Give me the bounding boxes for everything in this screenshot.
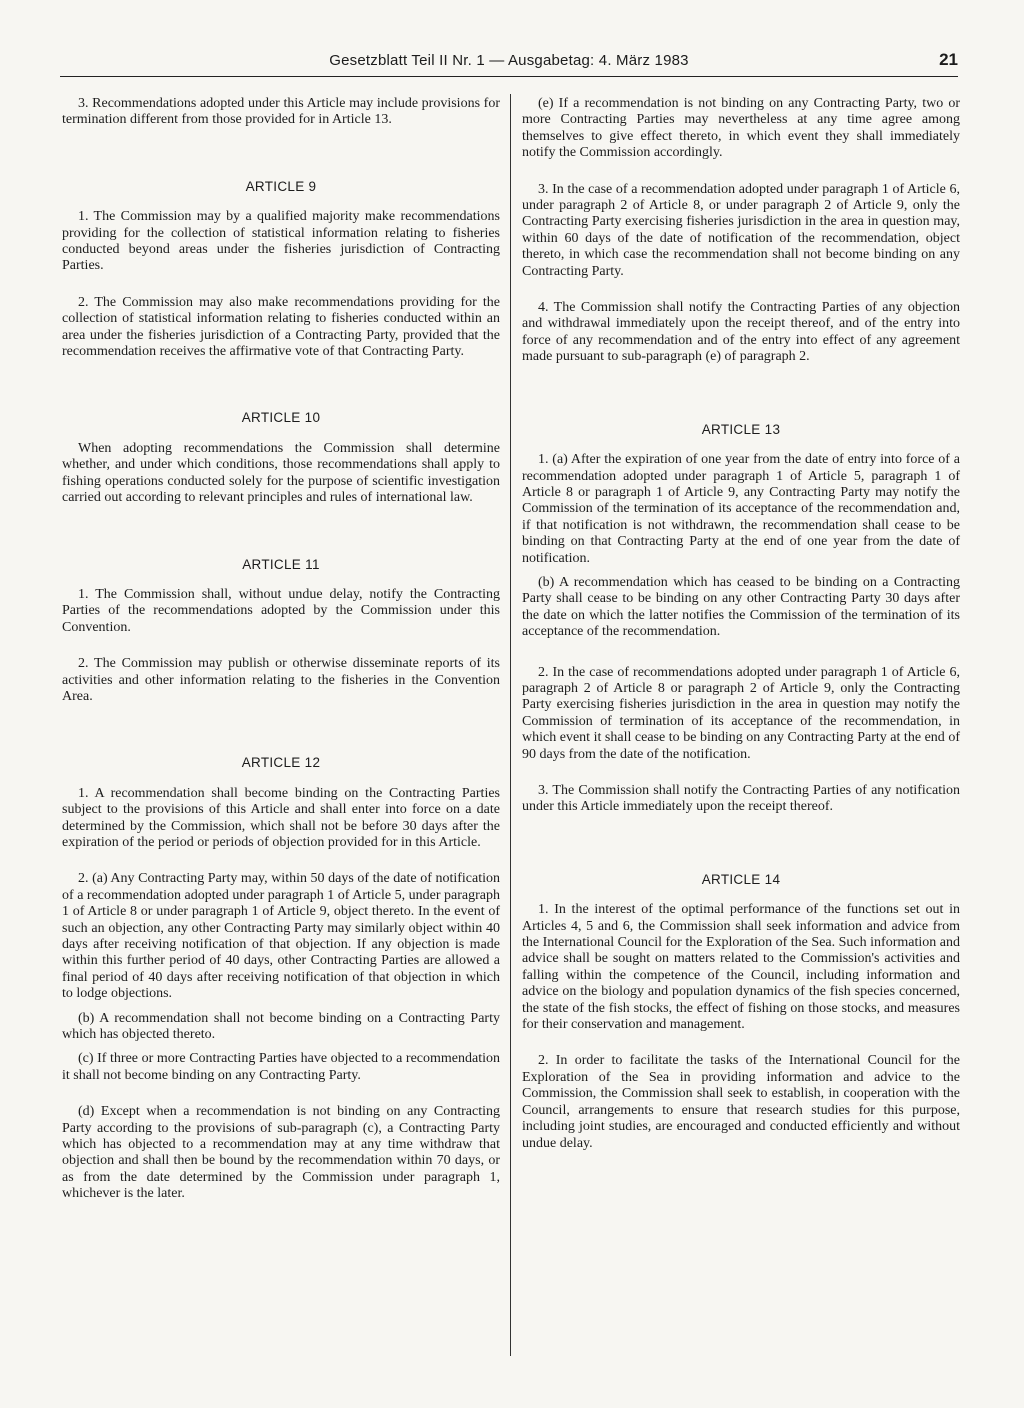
article-11-paragraph-1: 1. The Commission shall, without undue delay, notify the Contracting Parties of the recommendations adopted by the Commission under this Convention. [62, 586, 500, 635]
article-14-heading: ARTICLE 14 [701, 871, 781, 887]
article-13-paragraph-3: 3. The Commission shall notify the Contracting Parties of any notification under this Article immediately upon the receipt thereof. [522, 783, 960, 815]
article-13-paragraph-2: 2. In the case of recommendations adopted under paragraph 1 of Article 6, paragraph 2 of Article 8 or paragraph 2 of Article 9, only the Contracting Party exercising fisheries jurisdiction in the area in question may notify the Commission of termination of its acceptance of the recommendation, in which event it shall cease to be binding on any Contracting Party at the end of 90 days from the date of the notification. [522, 664, 960, 762]
article-12-paragraph-4: 4. The Commission shall notify the Contracting Parties of any objection and withdrawal immediately upon the receipt thereof, and of the entry into force of any recommendation and of the entry into effect of any agreement made pursuant to sub-paragraph (e) of paragraph 2. [522, 300, 960, 365]
article-10-paragraph-1: When adopting recommendations the Commission shall determine whether, and under which conditions, those recommendations shall apply to fishing operations conducted solely for the purpose of scientific investigation carried out according to relevant principles and rules of international law. [62, 440, 500, 506]
article-12-paragraph-2e: (e) If a recommendation is not binding on any Contracting Party, two or more Contracting Parties may nevertheless at any time agree among themselves to give effect thereto, in which event they shall immediately notify the Commission accordingly. [522, 96, 960, 161]
article-11-paragraph-2: 2. The Commission may publish or otherwise disseminate reports of its activities and other information relating to the fisheries in the Convention Area. [62, 656, 500, 704]
article-13-paragraph-1a: 1. (a) After the expiration of one year from the date of entry into force of a recommendation adopted under paragraph 1 of Article 5, paragraph 1 of Article 8 or paragraph 1 of Article 9, any Contracting Party may notify the Commission of the termination of its acceptance of the recommendation and, if that notification is not withdrawn, the recommendation shall cease to be binding on that Contracting Party at the end of one year from the date of notification. [522, 452, 960, 566]
article-14-paragraph-1: 1. In the interest of the optimal performance of the functions set out in Articles 4, 5 and 6, the Commission shall seek information and advice from the International Council for the Exploration of the Sea. Such information and advice shall be sought on matters related to the Commission's activities and falling within the competence of the Council, including information and advice on the biology and population dynamics of the fish species concerned, the state of the fish stocks, the effect of fishing on those stocks, and measures for their conservation and management. [522, 902, 960, 1033]
article-8-paragraph-3: 3. Recommendations adopted under this Article may include provisions for termination different from those provided for in Article 13. [62, 96, 500, 128]
page-header [60, 52, 958, 77]
article-9-paragraph-1: 1. The Commission may by a qualified majority make recommendations providing for the collection of statistical information relating to fisheries conducted beyond areas under the fisheries jurisdiction of Contracting Parties. [62, 209, 500, 274]
article-13-paragraph-1b: (b) A recommendation which has ceased to be binding on a Contracting Party shall cease to be binding on any other Contracting Party 30 days after the date on which the latter notifies the Commission of the termination of its acceptance of the recommendation. [522, 574, 960, 640]
article-12-paragraph-2a: 2. (a) Any Contracting Party may, within 50 days of the date of notification of a recommendation adopted under paragraph 1 of Article 5, under paragraph 1 of Article 8 or under paragraph 1 of Article 9, object thereto. In the event of such an objection, any other Contracting Party may similarly object within 40 days after receiving notification of that objection. If any objection is made within this further period of 40 days, other Contracting Parties are allowed a final period of 40 days after receiving notification of that objection in which to lodge objections. [62, 871, 500, 1002]
article-9-heading: ARTICLE 9 [245, 178, 317, 194]
article-13-heading: ARTICLE 13 [701, 421, 781, 437]
article-12-paragraph-2c: (c) If three or more Contracting Parties have objected to a recommendation it shall not become binding on any Contracting Party. [62, 1051, 500, 1083]
column-divider [510, 94, 511, 1356]
article-12-paragraph-1: 1. A recommendation shall become binding on the Contracting Parties subject to the provisions of this Article and shall enter into force on a date determined by the Commission, which shall not be before 30 days after the expiration of the period or periods of objection provided for in this Article. [62, 785, 500, 850]
article-12-paragraph-2b: (b) A recommendation shall not become binding on a Contracting Party which has objected thereto. [62, 1010, 500, 1043]
article-9-paragraph-2: 2. The Commission may also make recommendations providing for the collection of statistical information relating to fisheries conducted within an area under the fisheries jurisdiction of a Contracting Party, provided that the recommendation receives the affirmative vote of that Contracting Party. [62, 294, 500, 360]
running-header-title: Gesetzblatt Teil II Nr. 1 — Ausgabetag: 4. März 1983 [329, 52, 689, 69]
article-10-heading: ARTICLE 10 [241, 410, 321, 426]
left-column [62, 96, 500, 1203]
article-12-paragraph-2d: (d) Except when a recommendation is not binding on any Contracting Party according to the provisions of sub-paragraph (c), a Contracting Party which has objected to a recommendation may at any time withdraw that objection and shall then be bound by the recommendation within 70 days, or as from the date determined by the Commission under paragraph 1, whichever is the later. [62, 1104, 500, 1202]
page-number: 21 [939, 50, 958, 69]
right-column [522, 96, 960, 1152]
article-11-heading: ARTICLE 11 [242, 556, 320, 572]
article-12-paragraph-3: 3. In the case of a recommendation adopted under paragraph 1 of Article 6, under paragraph 2 of Article 8, or under paragraph 2 of Article 9, only the Contracting Party exercising fisheries jurisdiction in the area in question may, within 60 days of the date of notification of the recommendation, object thereto, in which case the recommendation shall not become binding on any Contracting Party. [522, 181, 960, 279]
article-12-heading: ARTICLE 12 [241, 755, 321, 771]
article-14-paragraph-2: 2. In order to facilitate the tasks of the International Council for the Exploration of the Sea in providing information and advice to the Commission, the Commission shall seek to establish, in cooperation with the Council, arrangements to ensure that research studies for this purpose, including joint studies, are encouraged and conducted efficiently and without undue delay. [522, 1053, 960, 1151]
